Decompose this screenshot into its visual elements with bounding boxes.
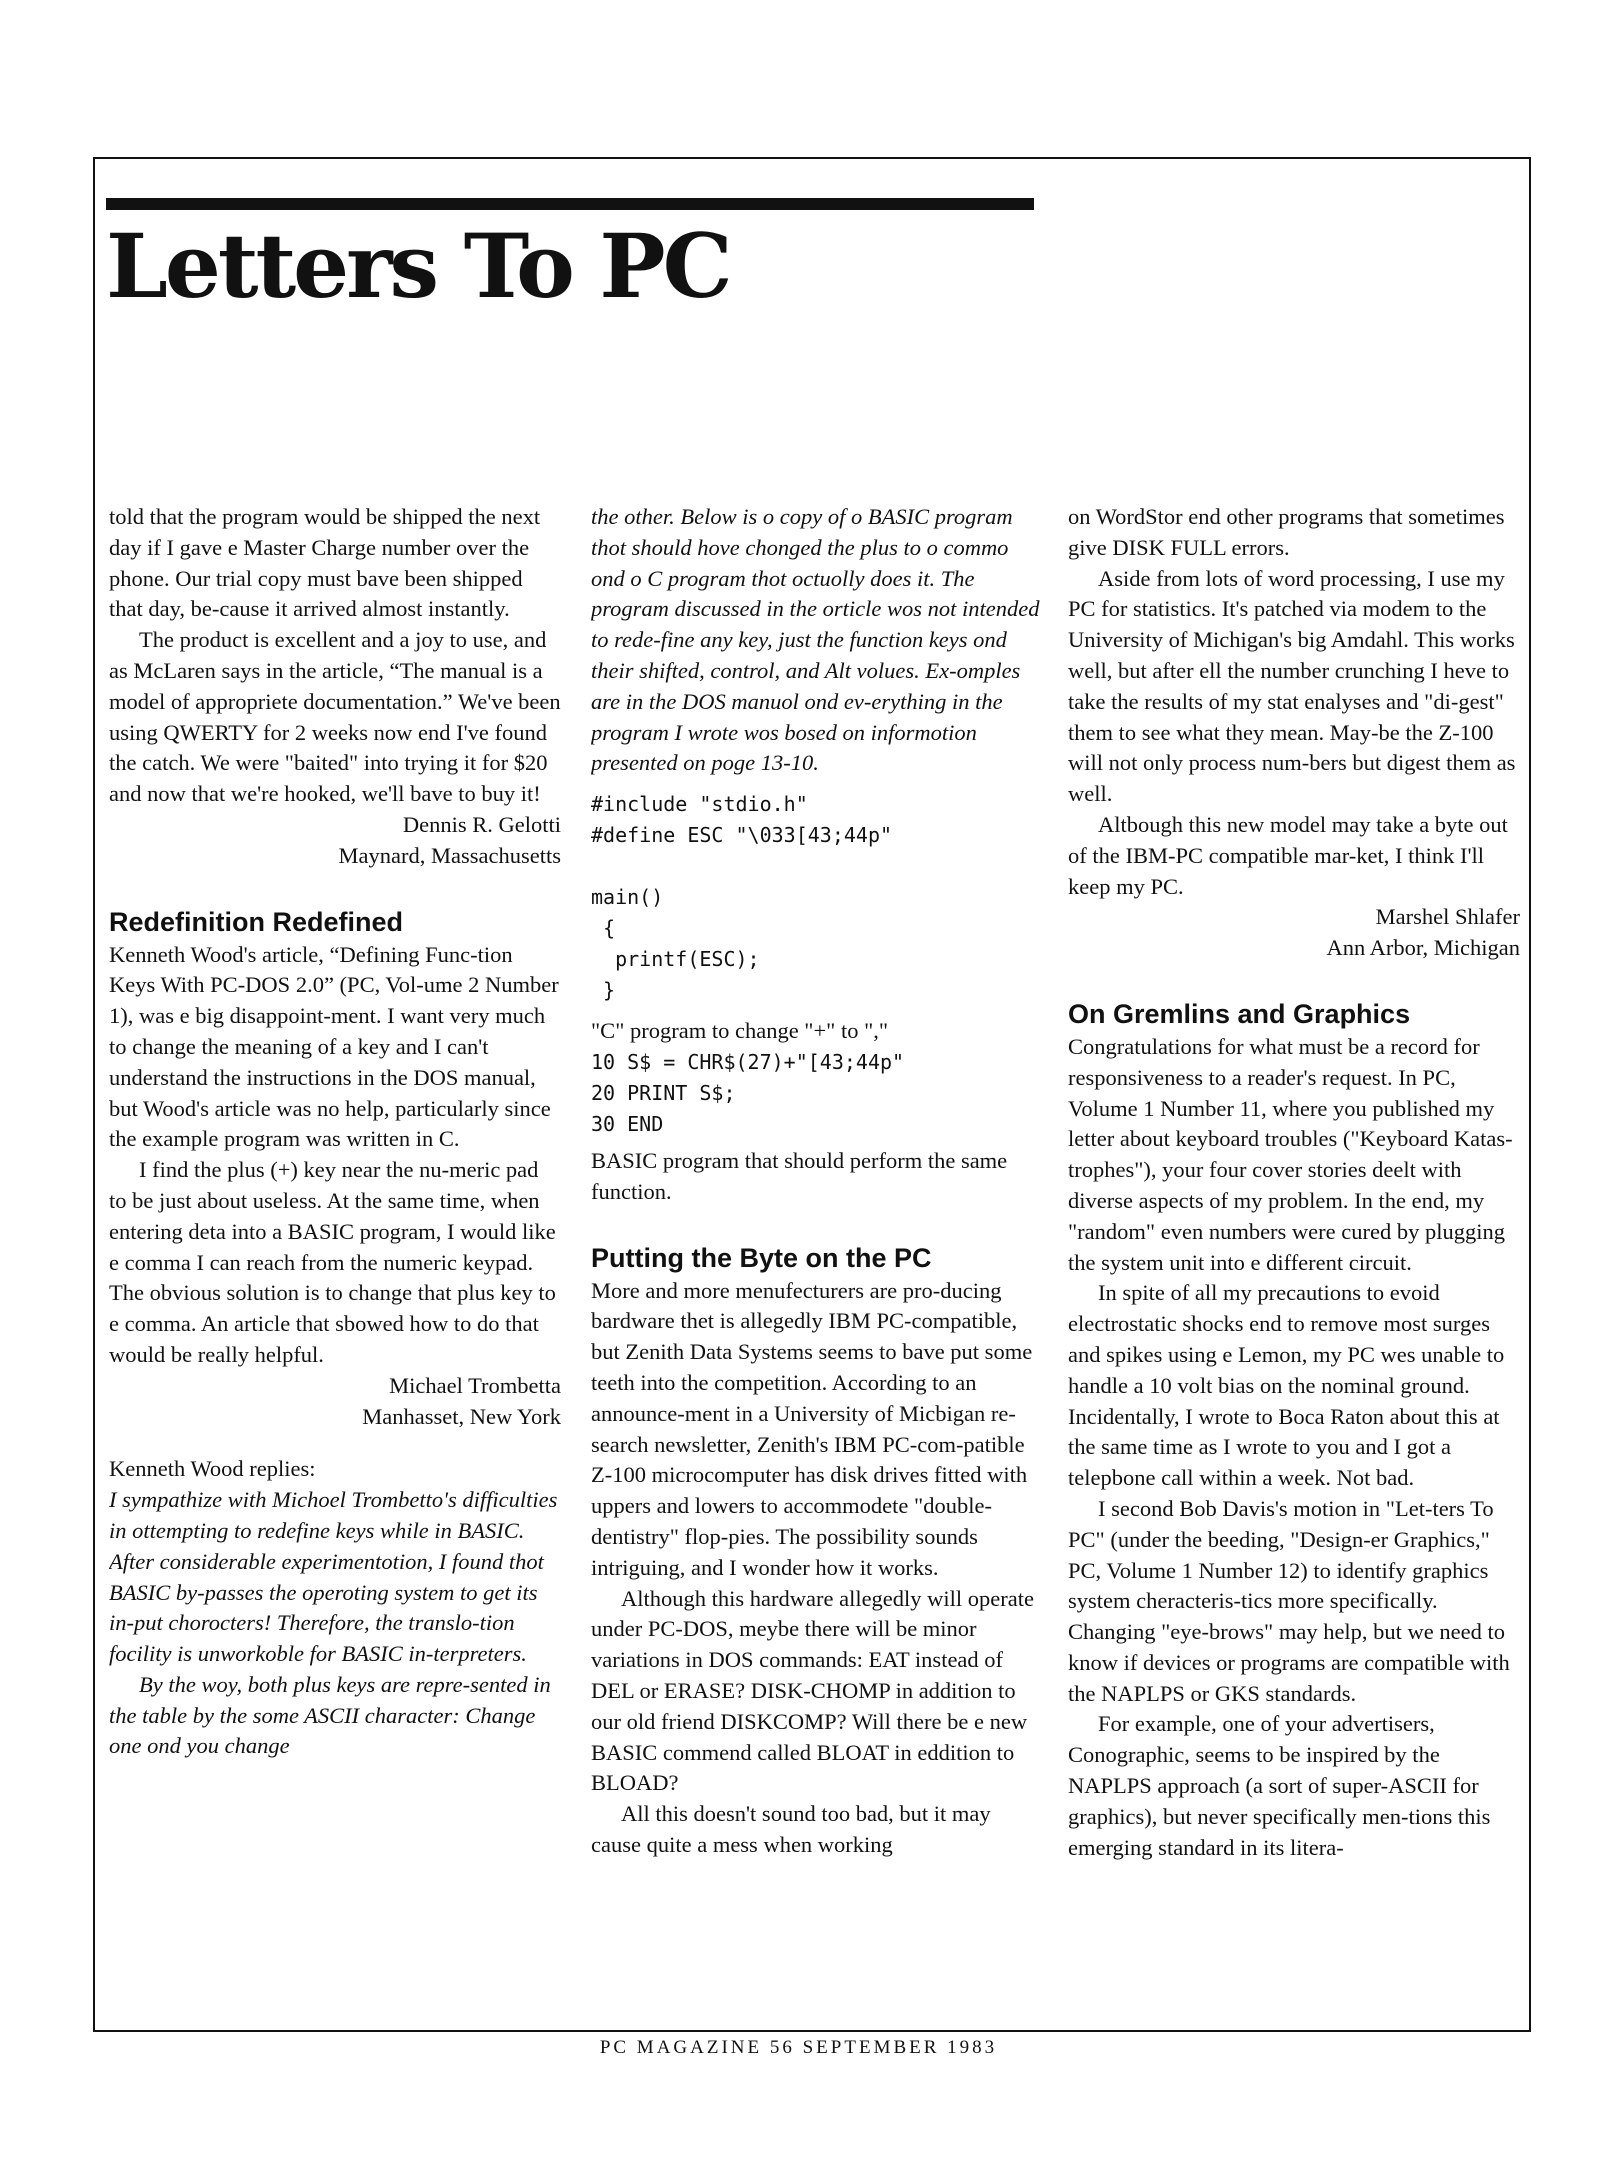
signature-name: Michael Trombetta: [389, 1372, 561, 1398]
section-heading: Putting the Byte on the PC: [591, 1242, 932, 1273]
code-block-basic: 10 S$ = CHR$(27)+"[43;44p" 20 PRINT S$; 30 END: [591, 1049, 905, 1136]
paragraph: Congratulations for what must be a record for responsiveness to a reader's request. In PC, Volume 1 Number 11, where you published my letter about keyboard troubles ("Keyboard Katas-trophes"), your four cover stories deelt with diverse aspects of my problem. In the end, my "random" even numbers were cured by plugging the system unit into e different circuit.: [1068, 1033, 1513, 1275]
paragraph: I sympathize with Michoel Trombetto's difficulties in ottempting to redefine keys while in BASIC. After considerable experimentotion, I found thot BASIC by-passes the operoting system to get its in-put chorocters! Therefore, the translo-tion focility is unworkoble for BASIC in-terpreters.: [109, 1487, 558, 1667]
paragraph: the other. Below is o copy of o BASIC program thot should hove chonged the plus to o commo ond o C program thot octuolly does it. The program discussed in the orticle wos not intended to rede-fine any key, just the function keys ond their shifted, control, and Alt volues. Ex-omples are in the DOS manuol ond ev-erything in the program I wrote wos bosed on informotion presented on poge 13-10.: [591, 504, 1040, 776]
paragraph: I second Bob Davis's motion in "Let-ters To PC" (under the beeding, "Design-er Graphics," PC, Volume 1 Number 12) to identify graphics system cheracteris-tics more specifically. Changing "eye-brows" may help, but we need to know if devices or programs are compatible with the NAPLPS or GKS standards.: [1068, 1495, 1510, 1706]
page-title: Letters To PC: [106, 214, 730, 318]
column-3: [1068, 502, 1520, 1982]
paragraph: All this doesn't sound too bad, but it may cause quite a mess when working: [591, 1801, 991, 1857]
signature-name: Marshel Shlafer: [1375, 904, 1520, 930]
page-footer: PC MAGAZINE 56 SEPTEMBER 1983: [599, 2037, 998, 2058]
paragraph: Altbough this new model may take a byte out of the IBM-PC compatible mar-ket, I think I'll keep my PC.: [1068, 811, 1508, 899]
paragraph: Aside from lots of word processing, I use my PC for statistics. It's patched via modem to the University of Michigan's big Amdahl. This works well, but after ell the number crunching I heve to take the results of my stat enalyses and "di-gest" them to see what they mean. May-be the Z-100 will not only process num-bers but digest them as well.: [1068, 565, 1516, 807]
reply-label: Kenneth Wood replies:: [109, 1456, 316, 1482]
paragraph: told that the program would be shipped the next day if I gave e Master Charge number over the phone. Our trial copy must bave been shipped that day, be-cause it arrived almost instantly.: [109, 504, 541, 622]
signature-place: Maynard, Massachusetts: [338, 842, 561, 868]
signature-place: Manhasset, New York: [362, 1403, 561, 1429]
paragraph: on WordStor end other programs that sometimes give DISK FULL errors.: [1068, 504, 1505, 560]
signature-name: Dennis R. Gelotti: [402, 811, 561, 837]
column-2: [591, 502, 1043, 1982]
signature-place: Ann Arbor, Michigan: [1326, 935, 1520, 961]
paragraph: BASIC program that should perform the same function.: [591, 1147, 1008, 1204]
column-1: [109, 502, 561, 1982]
paragraph: For example, one of your advertisers, Conographic, seems to be inspired by the NAPLPS approach (a sort of super-ASCII for graphics), but never specifically men-tions this emerging standard in its litera-: [1068, 1711, 1491, 1860]
paragraph: Kenneth Wood's article, “Defining Func-tion Keys With PC-DOS 2.0” (PC, Vol-ume 2 Number 1), was e big disappoint-ment. I want very much to change the meaning of a key and I can't understand the instructions in the DOS manual, but Wood's article was no help, particularly since the example program was written in C.: [109, 941, 559, 1152]
code-caption: "C" program to change "+" to ",": [591, 1018, 889, 1044]
section-heading: Redefinition Redefined: [109, 906, 404, 937]
paragraph: More and more menufecturers are pro-ducing bardware thet is allegedly IBM PC-compatible, but Zenith Data Systems seems to bave put some teeth into the competition. According to an announce-ment in a University of Micbigan re-search newsletter, Zenith's IBM PC-com-patible Z-100 microcomputer has disk drives fitted with uppers and lowers to accommodete "double-dentistry" flop-pies. The possibility sounds intriguing, and I wonder how it works.: [591, 1277, 1033, 1580]
paragraph: In spite of all my precautions to evoid electrostatic shocks end to remove most surges and spikes using e Lemon, my PC wes unable to handle a 10 volt bias on the nominal ground. Incidentally, I wrote to Boca Raton about this at the same time as I wrote to you and I got a telepbone call within a week. Not bad.: [1068, 1280, 1505, 1491]
paragraph: By the woy, both plus keys are repre-sented in the table by the some ASCII character: Change one ond you change: [109, 1671, 551, 1759]
paragraph: I find the plus (+) key near the nu-meric pad to be just about useless. At the same time, when entering deta into a BASIC program, I would like e comma I can reach from the numeric keypad. The obvious solution is to change that plus key to e comma. An article that sbowed how to do that would be really helpful.: [109, 1157, 556, 1367]
section-heading: On Gremlins and Graphics: [1068, 998, 1411, 1029]
paragraph: Although this hardware allegedly will operate under PC-DOS, meybe there will be minor variations in DOS commands: EAT instead of DEL or ERASE? DISK-CHOMP in addition to our old friend DISKCOMP? Will there be e new BASIC commend called BLOAT in eddition to BLOAD?: [591, 1585, 1034, 1796]
code-block-c: #include "stdio.h" #define ESC "\033[43;44p" main() { printf(ESC); }: [591, 792, 893, 1003]
paragraph: The product is excellent and a joy to use, and as McLaren says in the article, “The manual is a model of appropriete documentation.” We've been using QWERTY for 2 weeks now end I've found the catch. We were "baited" into trying it for $20 and now that we're hooked, we'll bave to buy it!: [109, 627, 561, 807]
